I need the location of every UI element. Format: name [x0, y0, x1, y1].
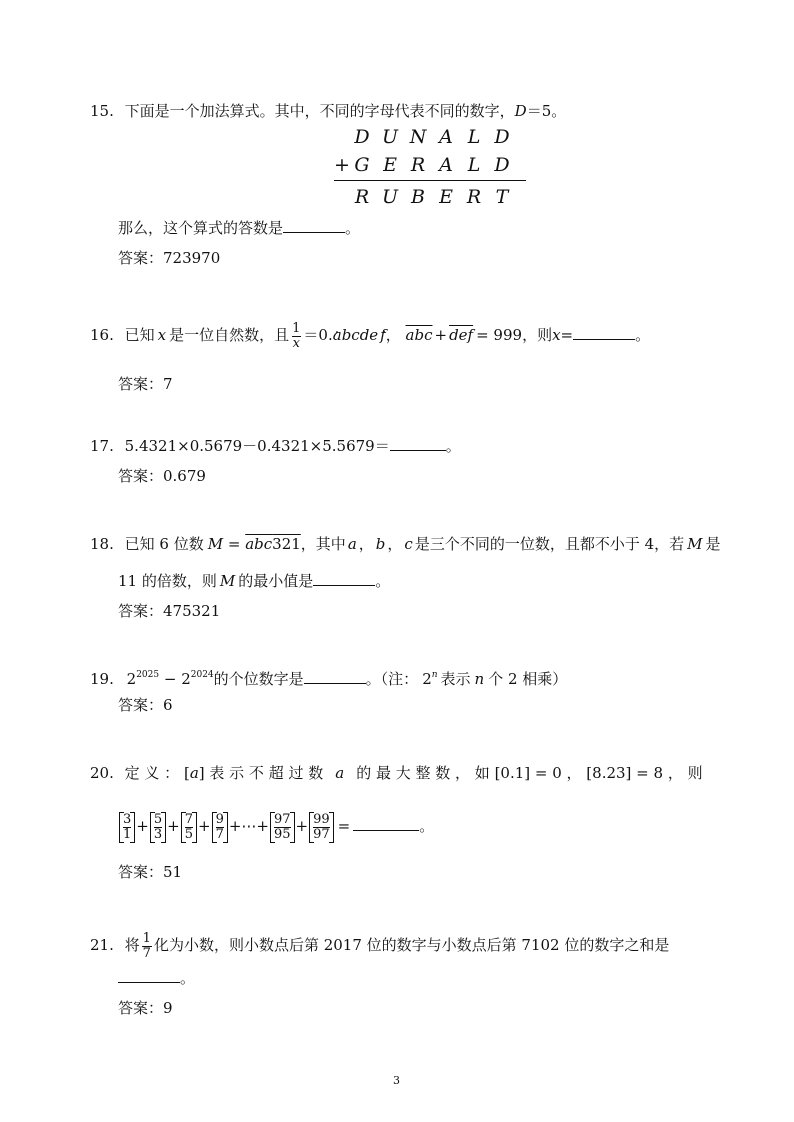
comma: ， [358, 535, 374, 553]
letter: E [439, 186, 453, 208]
equals: = [560, 326, 574, 344]
plus: + [198, 817, 211, 835]
fraction-1-over-7 [142, 932, 152, 961]
repeating-mid: bcde [341, 326, 379, 344]
text: 化为小数，则小数点后第 2017 位的数字与小数点后第 7102 位的数字之和是 [153, 936, 670, 954]
equals-999: = 999 [476, 326, 523, 344]
period: 。 [180, 969, 196, 987]
problem-17-number: 17. [90, 437, 114, 455]
letter: G [354, 154, 370, 176]
problem-18-line2 [118, 571, 390, 591]
letter: R [410, 154, 426, 176]
var-b: b [375, 535, 386, 553]
problem-18-answer: 答案：475321 [118, 602, 221, 620]
text: 。（注： [365, 670, 419, 688]
page-number: 3 [393, 1074, 400, 1087]
problem-20-statement [90, 763, 703, 783]
letter: R [354, 186, 370, 208]
text: 是一位自然数，且 [169, 326, 290, 344]
numerator: 1 [292, 320, 301, 336]
equals: ＝0. [303, 326, 333, 344]
exponent: n [431, 670, 438, 680]
numerator: 9 [215, 811, 224, 827]
numerator: 7 [184, 811, 193, 827]
addition-rule [334, 180, 526, 181]
plus-sign: + [334, 154, 350, 176]
base: 2 [126, 670, 137, 688]
problem-15-statement [90, 101, 566, 121]
comma: ， [387, 535, 403, 553]
plus: + [434, 326, 448, 344]
problem-20-answer: 答案：51 [118, 863, 183, 881]
problem-16-statement [90, 318, 650, 352]
addition-row-2 [334, 154, 516, 176]
letter: N [409, 126, 427, 148]
text: 的 最 大 整 数 ， 如 [0.1] = 0 ， [8.23] = 8 ， 则 [356, 764, 703, 782]
overline-def: $\overline{def}$ [449, 326, 474, 344]
text: 的最小值是 [238, 572, 314, 590]
problem-18-statement [90, 534, 721, 554]
denominator: 3 [153, 826, 163, 842]
problem-21-statement [90, 928, 669, 962]
text: 已知 [124, 326, 155, 344]
numerator: 97 [274, 811, 291, 827]
period: 。 [445, 437, 461, 455]
problem-20-sum [118, 806, 434, 846]
letter: D [494, 126, 510, 148]
text: 是三个不同的一位数，且都不小于 4，若 [414, 535, 685, 553]
comma: ， [385, 326, 401, 344]
equals: = [337, 817, 351, 835]
addition-row-3 [348, 186, 516, 208]
letter: U [381, 126, 398, 148]
base: 2 [181, 670, 191, 688]
denominator: 95 [274, 826, 291, 842]
problem-19-number: 19. [90, 670, 114, 688]
problem-21-answer: 答案：9 [118, 999, 173, 1017]
floor-fraction [309, 812, 334, 843]
floor-fraction [270, 812, 295, 843]
problem-21-number: 21. [90, 936, 114, 954]
ellipsis: +⋯+ [228, 817, 269, 835]
text: 个 2 相乘） [488, 670, 568, 688]
letter: D [494, 154, 510, 176]
numerator: 1 [142, 930, 151, 946]
problem-15-question [118, 218, 360, 238]
answer-blank [390, 436, 446, 451]
problem-17-answer: 答案：0.679 [118, 467, 206, 485]
var-a: a [335, 764, 345, 782]
letter: A [439, 126, 453, 148]
text: 将 [124, 936, 140, 954]
floor-fraction [119, 812, 135, 843]
overline-abc: $\overline{abc}$ [405, 326, 433, 344]
answer-blank [313, 571, 375, 586]
plus: + [295, 817, 309, 835]
exponent: 2024 [190, 670, 214, 680]
minus: − [159, 670, 182, 688]
text: 的个位数字是 [213, 670, 304, 688]
overline-digits: 321 [272, 535, 301, 553]
answer-blank [304, 669, 366, 684]
period: 。 [375, 572, 391, 590]
var-x: x [157, 326, 167, 344]
var-c: c [404, 535, 413, 553]
numerator: 5 [153, 811, 163, 827]
problem-15-var: D [514, 102, 527, 120]
repeating-end: f · [380, 326, 386, 344]
problem-21-line2 [118, 968, 195, 988]
text: ] 表 示 不 超 过 数 [198, 764, 324, 782]
addition-row-1 [348, 126, 516, 148]
problem-15-text: 下面是一个加法算式。其中，不同的字母代表不同的数字， [124, 102, 515, 120]
text: 已知 6 位数 [124, 535, 204, 553]
equals: = [223, 535, 246, 553]
text: ，则 [522, 326, 553, 344]
answer-blank [283, 218, 345, 233]
text: 是 [705, 535, 721, 553]
answer-blank [118, 968, 180, 983]
var-x: x [552, 326, 561, 344]
period: 。 [345, 219, 361, 237]
text: 定 义 ： [ [124, 764, 190, 782]
problem-16-number: 16. [90, 326, 114, 344]
answer-blank [353, 816, 419, 831]
floor-fraction [181, 812, 197, 843]
repeating-start: a · [333, 326, 342, 344]
problem-15-cond: ＝5。 [526, 102, 567, 120]
problem-19-answer: 答案：6 [118, 696, 173, 714]
letter: B [411, 186, 425, 208]
expression: 5.4321×0.5679－0.4321×5.5679＝ [124, 437, 390, 455]
text: ，其中 [300, 535, 346, 553]
floor-fraction [212, 812, 228, 843]
plus: + [136, 817, 149, 835]
var-m: M [687, 535, 703, 553]
denominator: 5 [184, 826, 193, 842]
denominator: 7 [215, 826, 224, 842]
denominator: 97 [313, 826, 330, 842]
answer-blank [573, 325, 635, 340]
period: 。 [635, 326, 651, 344]
problem-15-answer: 答案：723970 [118, 249, 221, 267]
letter: R [466, 186, 482, 208]
letter: T [495, 186, 509, 208]
letter: L [467, 126, 481, 148]
plus: + [167, 817, 180, 835]
letter: L [467, 154, 481, 176]
exponent: 2025 [136, 670, 160, 680]
problem-18-number: 18. [90, 535, 114, 553]
floor-fraction [150, 812, 166, 843]
period: 。 [419, 817, 435, 835]
problem-16-answer: 答案：7 [118, 375, 173, 393]
problem-19-statement [90, 665, 567, 689]
var-a: a [189, 764, 199, 782]
letter: U [381, 186, 398, 208]
problem-17-statement [90, 436, 461, 456]
numerator: 3 [123, 811, 132, 827]
denominator: 7 [142, 945, 151, 961]
denominator: x [292, 335, 300, 351]
text: 表示 [440, 670, 471, 688]
denominator: 1 [123, 826, 132, 842]
letter: E [383, 154, 397, 176]
var-m: M [219, 572, 236, 590]
var-a: a [347, 535, 357, 553]
numerator: 99 [313, 811, 330, 827]
letter: A [439, 154, 453, 176]
problem-15-number: 15. [90, 102, 114, 120]
problem-20-number: 20. [90, 764, 114, 782]
overline-abc: abc [245, 535, 273, 553]
letter: D [354, 126, 370, 148]
question-text: 那么，这个算式的答数是 [118, 219, 284, 237]
fraction-1-over-x [291, 322, 301, 351]
var-n: n [474, 670, 485, 688]
var-m: M [207, 535, 224, 553]
text: 11 的倍数，则 [118, 572, 217, 590]
base: 2 [422, 670, 432, 688]
